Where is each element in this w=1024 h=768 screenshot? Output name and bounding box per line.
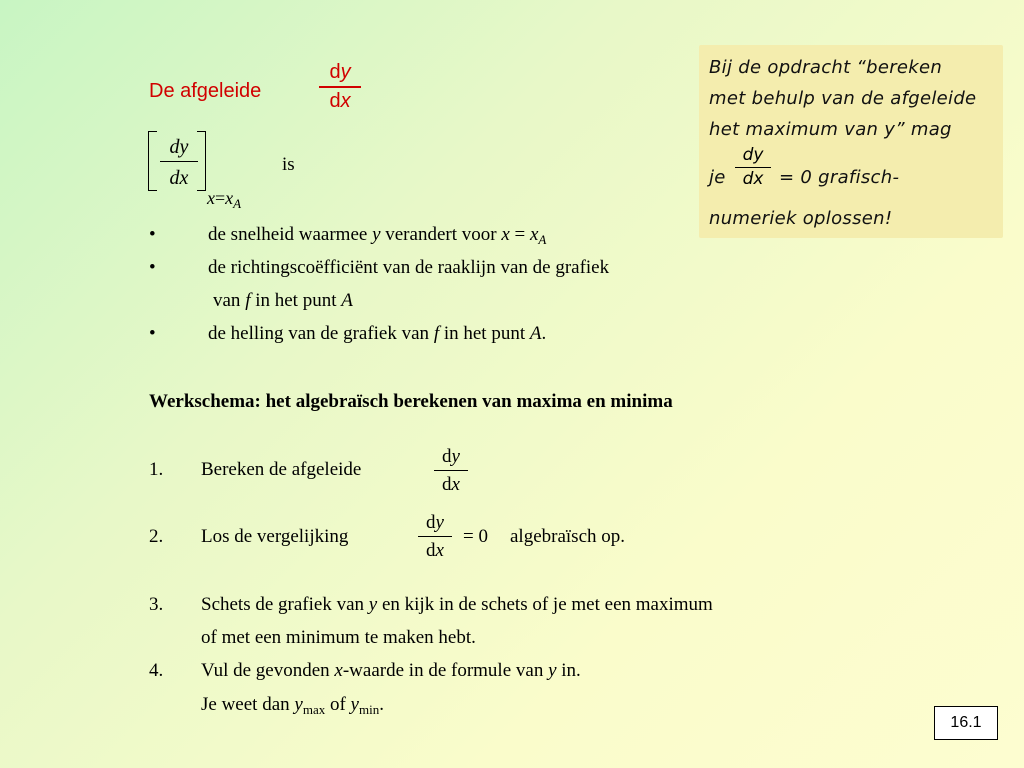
bullet-1: • de snelheid waarmee y verandert voor $x = x_A$ [149, 224, 547, 247]
step-2-post: algebraïsch op. [510, 526, 626, 547]
left-bracket [148, 131, 157, 191]
note-line-5: numeriek oplossen! [709, 208, 893, 229]
step-2-equals: = 0 [463, 526, 488, 547]
step-2-fraction: dy dx [418, 513, 452, 560]
note-line-2: met behulp van de afgeleide [709, 88, 977, 109]
note-line-3: het maximum van y” mag [709, 119, 952, 140]
page-number: 16.1 [950, 714, 982, 731]
bracket-fraction [160, 137, 198, 188]
step-2-text: Los de vergelijking [201, 526, 349, 547]
heading-text: De afgeleide [149, 80, 262, 102]
heading-frac-d: d [329, 61, 341, 83]
bullet-3: • de helling van de grafiek van f in het punt A. [149, 323, 547, 344]
step-1-text: Bereken de afgeleide [201, 459, 362, 480]
is-text: is [282, 154, 295, 175]
heading-frac-y: y [340, 61, 351, 83]
step-3-number: 3. [149, 594, 164, 615]
heading-fraction [319, 62, 361, 111]
bullet-2: • de richtingscoëfficiënt van de raaklijn van de grafiek [149, 257, 610, 278]
step-1-number: 1. [149, 459, 164, 480]
bracket-num: dy [169, 136, 189, 158]
step-2-number: 2. [149, 526, 164, 547]
step-3-line2: of met een minimum te maken hebt. [201, 627, 476, 648]
note-fraction: dy dx [735, 147, 771, 188]
bracket-subscript: $x=x_A$ [207, 188, 242, 211]
note-line-4-pre: je [709, 167, 726, 188]
heading-frac-x: x [340, 90, 351, 112]
bullet-2-continuation: van f in het punt A [213, 290, 353, 311]
handwritten-note [699, 45, 1003, 238]
step-4-line2: Je weet dan $y_{max}$ of $y_{min}$. [201, 694, 384, 717]
step-3-text: Schets de grafiek van y en kijk in de schets of je met een maximum [201, 594, 713, 615]
werkschema-title: Werkschema: het algebraïsch berekenen van maxima en minima [149, 391, 673, 412]
note-line-4-post: = 0 grafisch- [779, 167, 900, 188]
heading-frac-d2: d [329, 90, 341, 112]
step-4-text: Vul de gevonden x-waarde in de formule van y in. [201, 660, 581, 681]
step-4-number: 4. [149, 660, 164, 681]
step-1-fraction: dy dx [434, 447, 468, 494]
right-bracket [197, 131, 206, 191]
bracket-den: dx [169, 167, 189, 189]
page-number-box [934, 706, 998, 740]
note-line-1: Bij de opdracht “bereken [709, 57, 943, 78]
